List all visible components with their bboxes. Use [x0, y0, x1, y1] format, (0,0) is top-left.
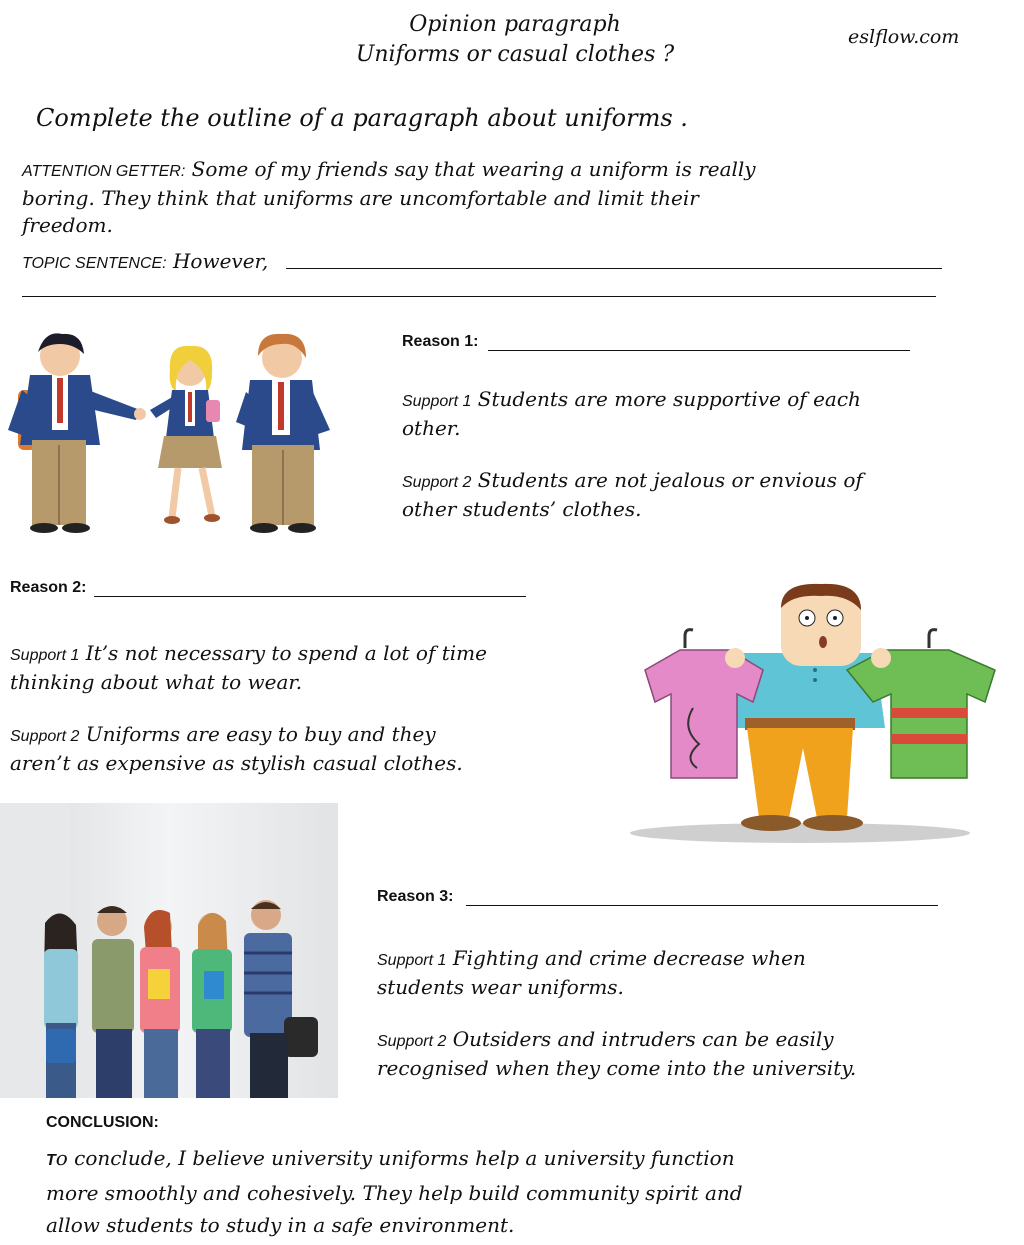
- support-text: Students are not jealous or envious of: [477, 468, 863, 492]
- support-text-line-2: other.: [402, 416, 461, 440]
- photo-person-1: [44, 913, 78, 1098]
- reason-2-support-2: [10, 721, 590, 777]
- reason-3-support-2: [377, 1026, 997, 1082]
- reason-1-support-1: [402, 386, 962, 442]
- support-text: It’s not necessary to spend a lot of time: [85, 641, 487, 665]
- conclusion-text: [46, 1142, 976, 1241]
- support-label: Support 1: [402, 393, 472, 410]
- topic-blank-2[interactable]: [22, 296, 936, 297]
- support-text: Outsiders and intruders can be easily: [452, 1027, 834, 1051]
- conclusion-line-2: more smoothly and cohesively. They help build community spirit and: [46, 1181, 743, 1205]
- uniform-students-illustration: [0, 330, 340, 540]
- conclusion-line-3: allow students to study in a safe environment.: [46, 1213, 515, 1237]
- support-label: Support 2: [10, 728, 80, 745]
- support-label: Support 2: [377, 1033, 447, 1050]
- support-text: Students are more supportive of each: [477, 387, 861, 411]
- reason-2-blank[interactable]: [94, 596, 526, 597]
- reason-1-blank[interactable]: [488, 350, 910, 351]
- instruction: Complete the outline of a paragraph about uniforms .: [36, 104, 688, 132]
- support-text: Uniforms are easy to buy and they: [85, 722, 436, 746]
- reason-1-label: Reason 1:: [402, 333, 479, 350]
- reason-3-support-1: [377, 945, 997, 1001]
- support-label: Support 2: [402, 474, 472, 491]
- reason-1-support-2: [402, 467, 962, 523]
- support-text: Fighting and crime decrease when: [452, 946, 806, 970]
- topic-start: However,: [172, 249, 269, 273]
- support-text-line-2: aren’t as expensive as stylish casual clothes.: [10, 751, 463, 775]
- support-text-line-2: thinking about what to wear.: [10, 670, 303, 694]
- reason-2-label: Reason 2:: [10, 579, 87, 596]
- topic-label: TOPIC SENTENCE:: [22, 255, 167, 272]
- conclusion-label: CONCLUSION:: [46, 1114, 159, 1131]
- student-boy-left: [8, 333, 146, 533]
- attention-label: ATTENTION GETTER:: [22, 163, 186, 180]
- reason-3-label: Reason 3:: [377, 888, 454, 905]
- student-girl-middle: [150, 346, 222, 524]
- page-title: [330, 10, 700, 70]
- support-label: Support 1: [377, 952, 447, 969]
- support-text-line-2: students wear uniforms.: [377, 975, 624, 999]
- topic-sentence: [22, 248, 268, 277]
- support-text-line-2: recognised when they come into the university.: [377, 1056, 857, 1080]
- support-label: Support 1: [10, 647, 80, 664]
- title-line-1: Opinion paragraph: [409, 12, 621, 37]
- reason-2-support-1: [10, 640, 590, 696]
- photo-person-4: [192, 913, 232, 1098]
- attention-line-3: freedom.: [22, 213, 113, 237]
- topic-blank-1[interactable]: [286, 268, 942, 269]
- student-boy-right: [236, 334, 330, 533]
- reason-3-blank[interactable]: [466, 905, 938, 906]
- attention-getter: [22, 156, 922, 239]
- attention-line-1: Some of my friends say that wearing a uniform is really: [191, 157, 756, 181]
- site-name: eslflow.com: [848, 26, 960, 48]
- support-text-line-2: other students’ clothes.: [402, 497, 642, 521]
- conclusion-line-1: o conclude, I believe university uniforms help a university function: [55, 1146, 735, 1170]
- students-group-photo: [0, 803, 338, 1098]
- attention-line-2: boring. They think that uniforms are uncomfortable and limit their: [22, 186, 699, 210]
- conclusion-first-letter: T: [46, 1152, 56, 1169]
- man-choosing-shirts-illustration: [585, 578, 1015, 848]
- title-line-2: Uniforms or casual clothes ?: [355, 42, 675, 67]
